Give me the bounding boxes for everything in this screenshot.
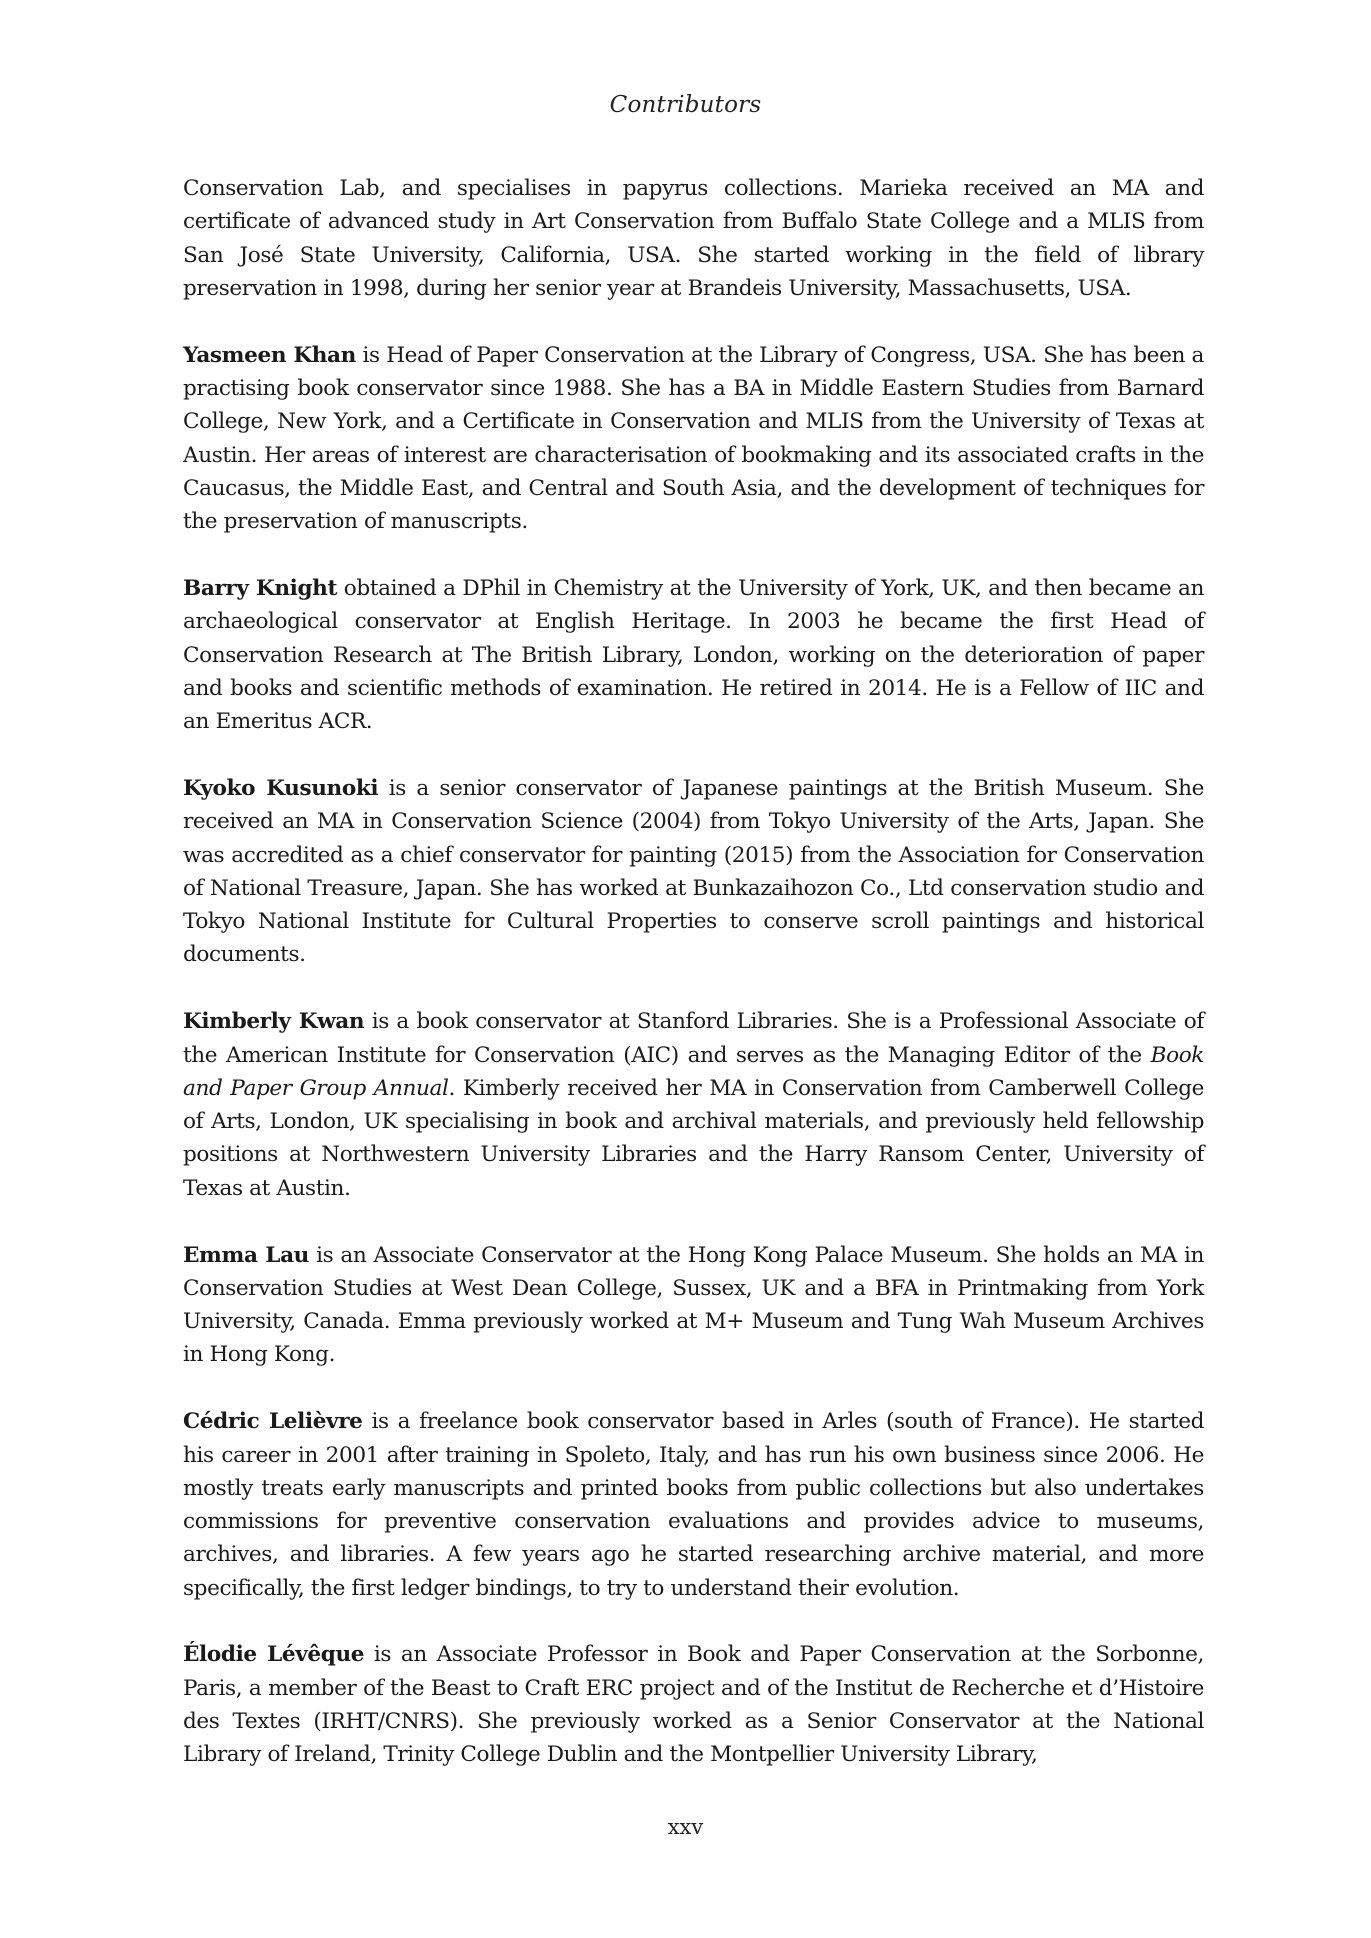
contributors-body [183, 172, 1204, 1805]
publication-title: Book and Paper Group Annual [183, 1042, 1204, 1101]
contributor-name: Barry Knight [183, 575, 338, 601]
contributor-name: Yasmeen Khan [183, 342, 356, 368]
contributor-name: Kimberly Kwan [183, 1009, 365, 1035]
entry-text: is Head of Paper Conservation at the Library of Congress, USA. She has been a practising book conservator since 1988. She has a BA in Middle Eastern Studies from Barnard College, New York, and a Certificate in Conservation and MLIS from the University of Texas at Austin. Her areas of interest are characterisation of bookmaking and its associated crafts in the Caucasus, the Middle East, and Central and South Asia, and the development of techniques for the preservation of manuscripts. [183, 342, 1204, 535]
entry-text: . Kimberly received her MA in Conservation from Camberwell College of Arts, London, UK specialising in book and archival materials, and previously held fellowship positions at Northwestern University Libraries and the Harry Ransom Center, University of Texas at Austin. [183, 1075, 1204, 1201]
contributor-entry-khan [183, 339, 1204, 539]
contributor-name: Kyoko Kusunoki [183, 775, 379, 801]
contributor-name: Élodie Lévêque [183, 1642, 365, 1668]
contributor-entry-leveque [183, 1638, 1204, 1771]
contributor-entry-lau [183, 1239, 1204, 1372]
contributor-entry-continued [183, 172, 1204, 305]
contributor-entry-lelievre [183, 1405, 1204, 1605]
page-number: xxv [667, 1815, 704, 1839]
entry-text: obtained a DPhil in Chemistry at the University of York, UK, and then became an archaeological conservator at English Heritage. In 2003 he became the first Head of Conservation Research at The British Library, London, working on the deterioration of paper and books and scientific methods of examination. He retired in 2014. He is a Fellow of IIC and an Emeritus ACR. [183, 575, 1204, 735]
contributor-entry-kwan [183, 1005, 1204, 1205]
running-head: Contributors [609, 92, 762, 118]
contributor-entry-knight [183, 572, 1204, 738]
entry-text: is an Associate Conservator at the Hong Kong Palace Museum. She holds an MA in Conservation Studies at West Dean College, Sussex, UK and a BFA in Printmaking from York University, Canada. Emma previously worked at M+ Museum and Tung Wah Museum Archives in Hong Kong. [183, 1242, 1204, 1368]
entry-text: is an Associate Professor in Book and Paper Conservation at the Sorbonne, Paris, a member of the Beast to Craft ERC project and of the Institut de Recherche et d’Histoire des Textes (IRHT/CNRS). She previously worked as a Senior Conservator at the National Library of Ireland, Trinity College Dublin and the Montpellier University Library, [183, 1642, 1204, 1768]
entry-text: Conservation Lab, and specialises in papyrus collections. Marieka received an MA and certificate of advanced study in Art Conservation from Buffalo State College and a MLIS from San José State University, California, USA. She started working in the field of library preservation in 1998, during her senior year at Brandeis University, Massachusetts, USA. [183, 176, 1204, 301]
entry-text: is a book conservator at Stanford Libraries. She is a Professional Associate of the American Institute for Conservation (AIC) and serves as the Managing Editor of the [183, 1009, 1204, 1068]
entry-text: is a freelance book conservator based in Arles (south of France). He started his career in 2001 after training in Spoleto, Italy, and has run his own business since 2006. He mostly treats early manuscripts and printed books from public collections but also undertakes commissions for preventive conservation evaluations and provides advice to museums, archives, and libraries. A few years ago he started researching archive material, and more specifically, the first ledger bindings, to try to understand their evolution. [183, 1409, 1205, 1601]
contributor-name: Emma Lau [183, 1242, 309, 1268]
contributor-name: Cédric Lelièvre [183, 1409, 363, 1435]
contributor-entry-kusunoki [183, 772, 1204, 972]
entry-text: is a senior conservator of Japanese paintings at the British Museum. She received an MA in Conservation Science (2004) from Tokyo University of the Arts, Japan. She was accredited as a chief conservator for painting (2015) from the Association for Conservation of National Treasure, Japan. She has worked at Bunkazaihozon Co., Ltd conservation studio and Tokyo National Institute for Cultural Properties to conserve scroll paintings and historical documents. [183, 775, 1204, 968]
